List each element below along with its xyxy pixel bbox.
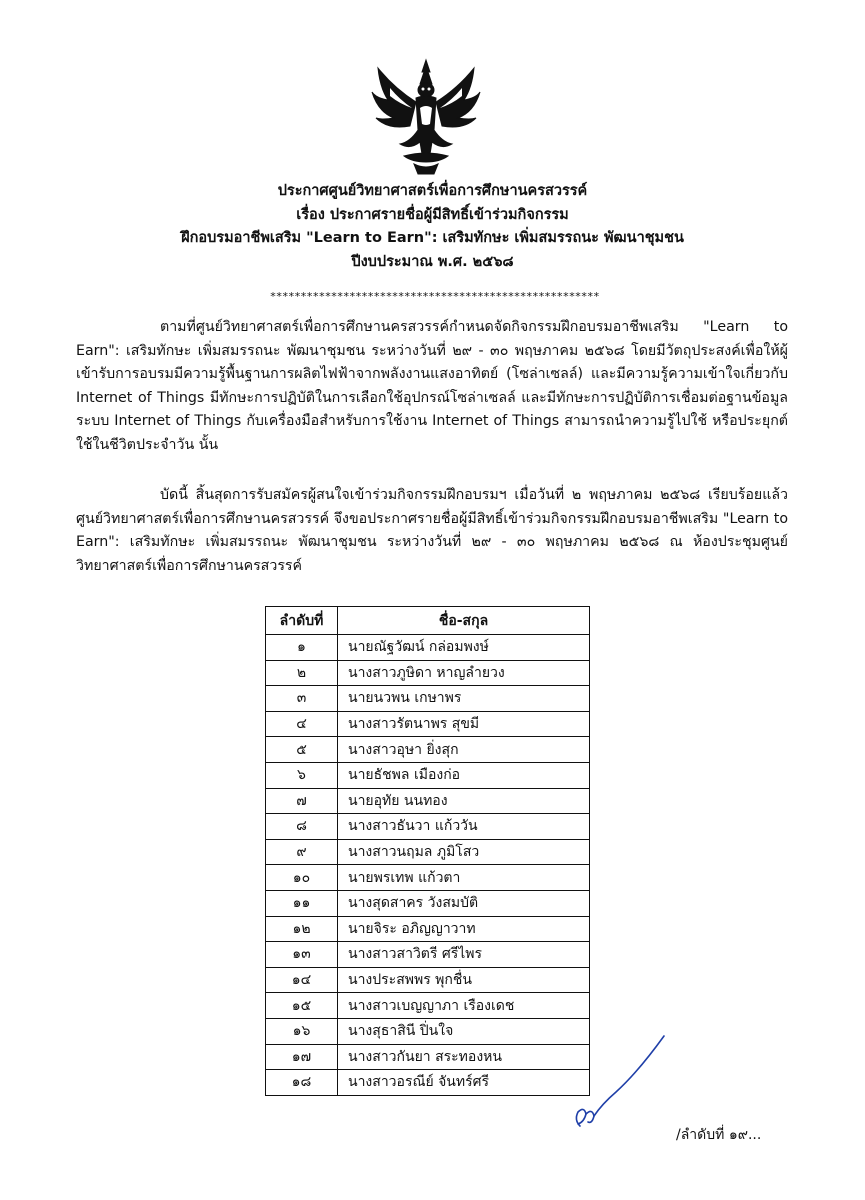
row-number: ๓ [266, 686, 338, 712]
table-row [266, 686, 590, 712]
row-name: นางประสพพร พุกชื่น [338, 967, 590, 993]
table-row [266, 865, 590, 891]
table-row [266, 942, 590, 968]
header-line-4: ปีงบประมาณ พ.ศ. ๒๕๖๘ [351, 253, 514, 270]
header-full-name: ชื่อ-สกุล [338, 607, 590, 635]
row-name: นางสาวเบญญาภา เรืองเดช [338, 993, 590, 1019]
table-row [266, 916, 590, 942]
table-row [266, 788, 590, 814]
row-name: นางสาวอุษา ยิ่งสุก [338, 737, 590, 763]
announcement-header [0, 180, 865, 274]
row-name: นายพรเทพ แก้วตา [338, 865, 590, 891]
table-row [266, 814, 590, 840]
header-line-1: ประกาศศูนย์วิทยาศาสตร์เพื่อการศึกษานครสวรรค์ [277, 183, 588, 199]
garuda-emblem-icon [370, 58, 482, 176]
table-row [266, 839, 590, 865]
row-name: นางสาวกันยา สระทองหน [338, 1044, 590, 1070]
table-row [266, 967, 590, 993]
table-row [266, 762, 590, 788]
row-name: นางสาวธันวา แก้ววัน [338, 814, 590, 840]
row-name: นางสาวนฤมล ภูมิโสว [338, 839, 590, 865]
row-number: ๒ [266, 660, 338, 686]
row-name: นางสาวภูษิดา หาญลำยวง [338, 660, 590, 686]
handwritten-signature-icon [540, 1032, 670, 1132]
row-number: ๑๕ [266, 993, 338, 1019]
table-header-row [266, 607, 590, 635]
continuation-note: /ลำดับที่ ๑๙... [676, 1127, 762, 1143]
row-number: ๑๘ [266, 1070, 338, 1096]
row-number: ๙ [266, 839, 338, 865]
row-name: นางสาวรัตนาพร สุขมี [338, 711, 590, 737]
header-order-number: ลำดับที่ [266, 607, 338, 635]
row-number: ๑๖ [266, 1018, 338, 1044]
row-number: ๑๒ [266, 916, 338, 942]
row-name: นางสาวอรณีย์ จันทร์ศรี [338, 1070, 590, 1096]
table-row [266, 993, 590, 1019]
row-number: ๘ [266, 814, 338, 840]
header-line-3: ฝึกอบรมอาชีพเสริม "Learn to Earn": เสริมทักษะ เพิ่มสมรรถนะ พัฒนาชุมชน [181, 230, 684, 246]
row-name: นายนวพน เกษาพร [338, 686, 590, 712]
row-name: นางสุธาสินี ปิ่นใจ [338, 1018, 590, 1044]
row-number: ๑ [266, 635, 338, 661]
row-number: ๑๑ [266, 890, 338, 916]
row-number: ๕ [266, 737, 338, 763]
table-row [266, 635, 590, 661]
row-number: ๖ [266, 762, 338, 788]
table-row [266, 711, 590, 737]
header-line-2: เรื่อง ประกาศรายชื่อผู้มีสิทธิ์เข้าร่วมกิจกรรม [296, 206, 569, 223]
paragraph-2 [76, 484, 788, 578]
separator-line: ****************************************************** [270, 290, 600, 303]
row-number: ๑๓ [266, 942, 338, 968]
row-number: ๑๔ [266, 967, 338, 993]
row-name: นายธัชพล เมืองก่อ [338, 762, 590, 788]
row-name: นายจิระ อภิญญาวาท [338, 916, 590, 942]
row-number: ๑๐ [266, 865, 338, 891]
row-number: ๔ [266, 711, 338, 737]
row-number: ๑๗ [266, 1044, 338, 1070]
table-row [266, 660, 590, 686]
row-number: ๗ [266, 788, 338, 814]
paragraph-2-text: บัดนี้ สิ้นสุดการรับสมัครผู้สนใจเข้าร่วมกิจกรรมฝึกอบรมฯ เมื่อวันที่ ๒ พฤษภาคม ๒๕๖๘ เรียบร้อยแล้ว ศูนย์วิทยาศาสตร์เพื่อการศึกษานครสวรรค์ จึงขอประกาศรายชื่อผู้มีสิทธิ์เข้าร่วมกิจกรรมฝึกอบรมอาชีพเสริม "Learn to Earn": เสริมทักษะ เพิ่มสมรรถนะ พัฒนาชุมชน ระหว่างวันที่ ๒๙ - ๓๐ พฤษภาคม ๒๕๖๘ ณ ห้องประชุมศูนย์วิทยาศาสตร์เพื่อการศึกษานครสวรรค์ [76, 487, 788, 574]
participants-table [265, 606, 590, 1096]
paragraph-1-text: ตามที่ศูนย์วิทยาศาสตร์เพื่อการศึกษานครสวรรค์กำหนดจัดกิจกรรมฝึกอบรมอาชีพเสริม "Learn to Earn": เสริมทักษะ เพิ่มสมรรถนะ พัฒนาชุมชน ระหว่างวันที่ ๒๙ - ๓๐ พฤษภาคม ๒๕๖๘ โดยมีวัตถุประสงค์เพื่อให้ผู้เข้ารับการอบรมมีความรู้พื้นฐานการผลิตไฟฟ้าจากพลังงานแสงอาทิตย์ (โซล่าเซลล์) และมีความรู้ความเข้าใจเกี่ยวกับ Internet of Things มีทักษะการปฏิบัติในการเลือกใช้อุปกรณ์โซล่าเซลล์ และมีทักษะการปฏิบัติการเชื่อมต่อฐานข้อมูลระบบ Internet of Things กับเครื่องมือสำหรับการใช้งาน Internet of Things สามารถนำความรู้ไปใช้ หรือประยุกต์ใช้ในชีวิตประจำวัน นั้น [76, 319, 788, 453]
table-row [266, 737, 590, 763]
row-name: นายอุทัย นนทอง [338, 788, 590, 814]
row-name: นางสาวสาวิตรี ศรีไพร [338, 942, 590, 968]
row-name: นางสุดสาคร วังสมบัติ [338, 890, 590, 916]
paragraph-1 [76, 316, 788, 457]
table-row [266, 890, 590, 916]
row-name: นายณัฐวัฒน์ กล่อมพงษ์ [338, 635, 590, 661]
